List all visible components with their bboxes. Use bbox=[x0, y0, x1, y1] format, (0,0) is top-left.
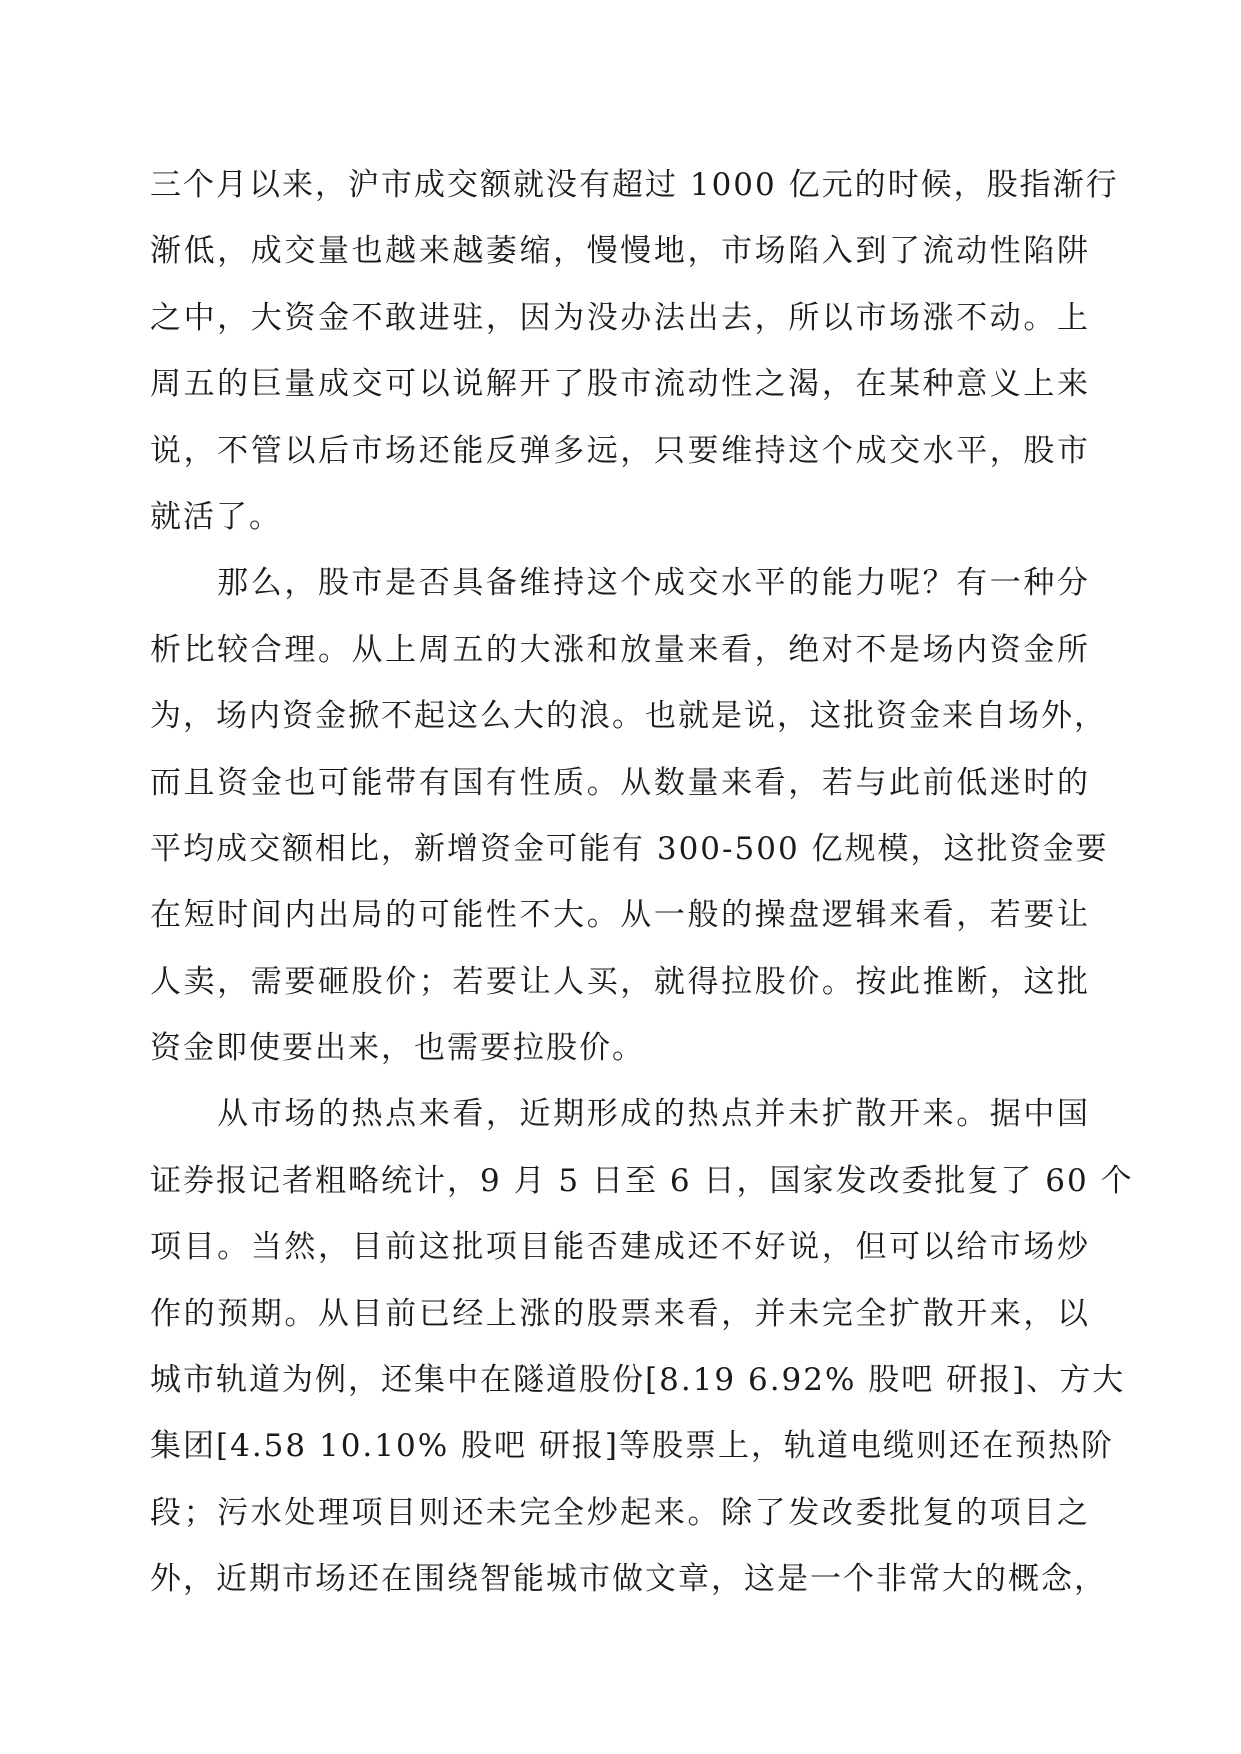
text-line: 段；污水处理项目则还未完全炒起来。除了发改委批复的项目之 bbox=[150, 1494, 1090, 1531]
text-line: 析比较合理。从上周五的大涨和放量来看，绝对不是场内资金所 bbox=[150, 631, 1090, 668]
text-line: 作的预期。从目前已经上涨的股票来看，并未完全扩散开来，以 bbox=[150, 1295, 1090, 1332]
text-line: 在短时间内出局的可能性不大。从一般的操盘逻辑来看，若要让 bbox=[150, 897, 1090, 934]
text-line: 平均成交额相比，新增资金可能有 300-500 亿规模，这批资金要 bbox=[150, 830, 1109, 867]
text-line: 项目。当然，目前这批项目能否建成还不好说，但可以给市场炒 bbox=[150, 1229, 1090, 1266]
text-line: 从市场的热点来看，近期形成的热点并未扩散开来。据中国 bbox=[150, 1096, 1090, 1133]
text-line: 外，近期市场还在围绕智能城市做文章，这是一个非常大的概念， bbox=[150, 1561, 1107, 1598]
text-line: 集团[4.58 10.10% 股吧 研报]等股票上，轨道电缆则还在预热阶 bbox=[150, 1428, 1114, 1465]
text-line: 说，不管以后市场还能反弹多远，只要维持这个成交水平，股市 bbox=[150, 432, 1090, 469]
text-line: 为，场内资金掀不起这么大的浪。也就是说，这批资金来自场外， bbox=[150, 698, 1107, 735]
document-page bbox=[150, 152, 1134, 1613]
text-line: 城市轨道为例，还集中在隧道股份[8.19 6.92% 股吧 研报]、方大 bbox=[150, 1362, 1126, 1399]
text-line: 就活了。 bbox=[150, 498, 282, 535]
text-line: 之中，大资金不敢进驻，因为没办法出去，所以市场涨不动。上 bbox=[150, 299, 1090, 336]
text-line: 渐低，成交量也越来越萎缩，慢慢地，市场陷入到了流动性陷阱 bbox=[150, 233, 1090, 270]
text-line: 三个月以来，沪市成交额就没有超过 1000 亿元的时候，股指渐行 bbox=[150, 167, 1119, 203]
paragraph-1 bbox=[150, 152, 1119, 550]
text-line: 人卖，需要砸股价；若要让人买，就得拉股价。按此推断，这批 bbox=[150, 963, 1090, 1000]
text-line: 那么，股市是否具备维持这个成交水平的能力呢？有一种分 bbox=[150, 565, 1090, 602]
text-line: 资金即使要出来，也需要拉股价。 bbox=[150, 1030, 645, 1067]
text-line: 周五的巨量成交可以说解开了股市流动性之渴，在某种意义上来 bbox=[150, 366, 1090, 403]
paragraph-3 bbox=[150, 1081, 1134, 1612]
text-line: 证券报记者粗略统计，9 月 5 日至 6 日，国家发改委批复了 60 个 bbox=[150, 1162, 1134, 1199]
paragraph-2 bbox=[150, 550, 1109, 1081]
text-line: 而且资金也可能带有国有性质。从数量来看，若与此前低迷时的 bbox=[150, 764, 1090, 801]
